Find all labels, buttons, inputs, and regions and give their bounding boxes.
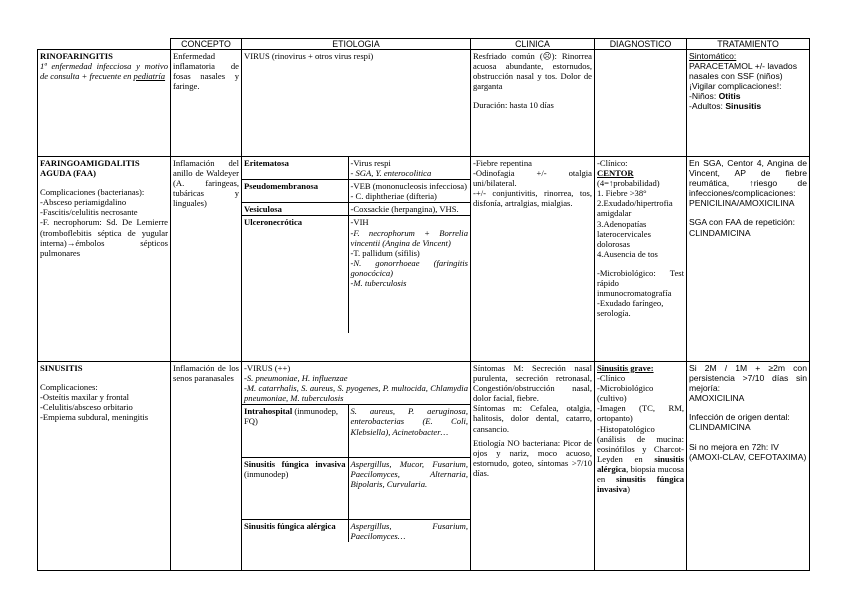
- sinus-etio-type-bold: Intrahospital: [244, 406, 293, 417]
- sinus-etio-row: [242, 519, 470, 542]
- faa-dx-exudado: -Exudado faríngeo, serología.: [597, 298, 664, 319]
- faa-comp-1: -Absceso periamigdalino: [40, 197, 127, 208]
- sinus-etio-type-note: (inmunodep): [244, 468, 289, 479]
- faa-tx-drug: PENICILINA/AMOXICILINA: [689, 198, 795, 209]
- sinus-etio-type-note: (inmunodep, FQ): [244, 406, 339, 427]
- sinus-dx-grave: Sinusitis grave:: [597, 363, 654, 373]
- rino-tx-adultos-label: -Adultos:: [689, 101, 726, 112]
- sinus-tx-iv-drugs: (AMOXI-CLAV, CEFOTAXIMA): [689, 451, 807, 462]
- rino-concepto: Enfermedad inflamatoria de fosas nasales y faringe.: [171, 50, 242, 157]
- header-blank: [38, 39, 171, 50]
- header-clinica: CLINICA: [471, 39, 595, 50]
- header-row: [38, 39, 810, 50]
- sinus-dx-close: ): [627, 484, 630, 495]
- rino-subtitle-text: 1ª enfermedad infecciosa y motivo de consulta + frecuente en: [40, 61, 168, 82]
- sinus-dx-alergica: sinusitis alérgica: [597, 453, 684, 474]
- faa-tx-criteria: En SGA, Centor 4, Angina de Vincent, AP de fiebre reumática, ↑riesgo de infecciones/complicaciones:: [689, 158, 807, 199]
- faa-comp-2: -Fascitis/celulitis necrosante: [40, 207, 138, 218]
- faa-etio-agents: [348, 216, 470, 333]
- sinus-clinica-nonbact: Etiología NO bacteriana: Picor de ojos y nariz, moco acuoso, estornudo, goteo, síntomas >7/10 días.: [473, 437, 592, 478]
- faa-etio-table: [242, 157, 470, 333]
- faa-etio-agent: -T. pallidum (sífilis): [350, 247, 420, 258]
- rino-tx-ninos-label: -Niños:: [689, 91, 719, 102]
- sinus-etio-general: [242, 362, 470, 405]
- sinus-etio-row: [242, 405, 470, 457]
- faa-etio-agent: -VIH: [350, 217, 369, 228]
- sinus-comp-title: Complicaciones:: [40, 382, 98, 393]
- faa-etio-agents: [348, 180, 470, 203]
- rino-title: RINOFARINGITIS: [40, 51, 113, 61]
- faa-etio-agent: - SGA, Y. enterocolitica: [350, 168, 432, 179]
- faa-etio-agent: -N. gonorrhoeae (faringitis gonocócica): [350, 257, 468, 278]
- faa-dx-clinico: -Clínico:: [597, 158, 628, 168]
- header-etiologia: ETIOLOGIA: [242, 39, 471, 50]
- rino-clinica: [471, 50, 595, 157]
- sinus-tratamiento: [687, 362, 810, 571]
- sinus-comp-3: -Empiema subdural, meningitis: [40, 412, 149, 423]
- sinus-dx-invasiva: sinusitis fúngica invasiva: [597, 474, 684, 495]
- faa-etio-agent: -Coxsackie (herpangina), VHS.: [350, 204, 459, 215]
- rino-tx-adultos: [689, 101, 807, 111]
- rino-subtitle: [40, 61, 168, 81]
- sinus-concepto: Inflamación de los senos paranasales: [171, 362, 242, 571]
- faa-etio-type: Ulceronecrótica: [242, 216, 348, 333]
- sinus-clinica: [471, 362, 595, 571]
- faa-etio-row: [242, 180, 470, 203]
- summary-table: [37, 38, 810, 571]
- faa-etiologia: [242, 157, 471, 362]
- rino-tx-ninos: [689, 91, 807, 101]
- sinus-etio-type: [242, 519, 348, 542]
- row-rinofaringitis: [38, 50, 810, 157]
- faa-clinica-line: -+/- conjuntivitis, rinorrea, tos, disfonía, artralgias, mialgias.: [473, 188, 592, 209]
- sinus-etio-virus: -VIRUS (++): [244, 363, 291, 373]
- sinus-tx-dental: Infección de origen dental:: [689, 412, 790, 423]
- faa-diagnostico: [595, 157, 687, 362]
- rino-tratamiento: [687, 50, 810, 157]
- rino-tx-vigilar: ¡Vigilar complicaciones!:: [689, 81, 782, 92]
- faa-dx-centor-sub: (4=↑probabilidad): [597, 178, 660, 189]
- sinus-comp-2: -Celulitis/absceso orbitario: [40, 402, 133, 413]
- sinus-etio-agents: Aspergillus, Mucor, Fusarium, Paecilomyces, Alternaria, Bipolaris, Curvularia.: [348, 457, 470, 519]
- sinus-title: SINUSITIS: [40, 363, 83, 373]
- sinus-dx-histo-text: -Histopatológico (análisis de mucina: eosinófilos y Charcot-Leyden en: [597, 423, 684, 464]
- rino-subtitle-underlined: pediatría: [133, 71, 166, 82]
- faa-comp-3: -F. necrophorum: Sd. De Lemierre (tromboflebitis séptica de yugular interna)→émbolos sépticos pulmonares: [40, 217, 168, 258]
- faa-tratamiento: [687, 157, 810, 362]
- sinus-tx-dental-drug: CLINDAMICINA: [689, 422, 751, 433]
- sinus-etio-agents: Aspergillus, Fusarium, Paecilomyces…: [350, 520, 468, 541]
- faa-clinica: [471, 157, 595, 362]
- faa-etio-row: [242, 216, 470, 333]
- faa-comp-title: Complicaciones (bacterianas):: [40, 187, 145, 198]
- faa-etio-row: [242, 203, 470, 216]
- sinus-etio-bact: -S. pneumoniae, H. influenzae: [244, 373, 348, 384]
- sinus-tx-criteria: Si 2M / 1M + ≥2m con persistencia >7/10 días sin mejoría:: [689, 363, 807, 394]
- rino-diagnostico: [595, 50, 687, 157]
- sinus-tx-iv: Si no mejora en 72h: IV: [689, 441, 779, 452]
- faa-etio-type: Pseudomembranosa: [242, 180, 348, 203]
- header-concepto: CONCEPTO: [171, 39, 242, 50]
- faa-dx-item: 1. Fiebre >38°: [597, 188, 647, 199]
- sinus-name-cell: [38, 362, 171, 571]
- sinus-dx-item: -Imagen (TC, RM, ortopanto): [597, 403, 684, 424]
- faa-dx-item: 3.Adenopatías laterocervicales dolorosas: [597, 218, 651, 249]
- rino-name-cell: [38, 50, 171, 157]
- sinus-etiologia: [242, 362, 471, 571]
- sinus-etio-type-bold: Sinusitis fúngica invasiva: [244, 458, 346, 469]
- rino-duracion: Duración: hasta 10 días: [473, 100, 554, 111]
- faa-clinica-line: -Odinofagia +/- otalgia uni/bilateral.: [473, 168, 592, 189]
- faa-etio-agent: -M. tuberculosis: [350, 278, 407, 289]
- sinus-tx-drug: AMOXICILINA: [689, 393, 745, 404]
- header-tratamiento: TRATAMIENTO: [687, 39, 810, 50]
- faa-dx-item: 4.Ausencia de tos: [597, 248, 658, 259]
- sinus-comp-1: -Osteítis maxilar y frontal: [40, 392, 130, 403]
- sinus-etio-row: [242, 457, 470, 519]
- rino-tx-ninos-value: Otitis: [718, 91, 741, 102]
- faa-etio-agents: [348, 203, 470, 216]
- row-faa: [38, 157, 810, 362]
- sinus-dx-item: -Microbiológico (cultivo): [597, 383, 654, 404]
- row-sinusitis: [38, 362, 810, 571]
- faa-etio-agent: -Virus respi: [350, 158, 391, 168]
- faa-title: FARINGOAMIGDALITIS AGUDA (FAA): [40, 158, 140, 179]
- sinus-dx-biopsia: , biopsia mucosa en: [597, 463, 684, 485]
- sinus-etio-bact: -M. catarrhalis, S. aureus, S. pyogenes, P. multocida, Chlamydia pneumoniae, M. tuberculosis: [244, 383, 468, 404]
- sinus-diagnostico: [595, 362, 687, 571]
- header-diagnostico: DIAGNOSTICO: [595, 39, 687, 50]
- sinus-etio-type: [242, 457, 348, 519]
- sinus-clinica-major: Síntomas M: Secreción nasal purulenta, secreción retronasal, Congestión/obstrucción nasal, dolor facial, fiebre.: [473, 363, 592, 404]
- sinus-dx-histo: [597, 424, 684, 495]
- faa-etio-agent: -F. necrophorum + Borrelia vincentii (Angina de Vincent): [350, 227, 468, 248]
- rino-tx-body: PARACETAMOL +/- lavados nasales con SSF (niños): [689, 61, 798, 82]
- faa-etio-row: [242, 157, 470, 180]
- rino-tx-adultos-value: Sinusitis: [725, 101, 762, 112]
- faa-etio-agent: -VEB (mononucleosis infecciosa): [350, 181, 467, 192]
- sinus-dx-item: -Clínico: [597, 373, 626, 384]
- rino-tx-title: Sintomático:: [689, 51, 737, 61]
- faa-name-cell: [38, 157, 171, 362]
- rino-etiologia: VIRUS (rinovirus + otros virus respi): [242, 50, 471, 157]
- sinus-clinica-minor: Síntomas m: Cefalea, otalgia, halitosis, dolor dental, catarro, cansancio.: [473, 403, 592, 434]
- faa-etio-agents: [348, 157, 470, 180]
- sinus-etio-type-bold: Sinusitis fúngica alérgica: [244, 520, 336, 531]
- faa-dx-centor: CENTOR: [597, 168, 634, 179]
- faa-concepto: Inflamación del anillo de Waldeyer (A. faringeas, tubáricas y linguales): [171, 157, 242, 362]
- faa-tx-criteria-2: SGA con FAA de repetición:: [689, 217, 796, 228]
- sinus-etio-agents: S. aureus, P. aeruginosa, enterobacterias (E. Coli, Klebsiella), Acinetobacter…: [348, 405, 470, 457]
- sinus-etio-type: [242, 405, 348, 457]
- faa-etio-agent: - C. diphtheriae (difteria): [350, 191, 437, 202]
- faa-dx-micro: -Microbiológico: Test rápido inmunocromatografía: [597, 267, 684, 299]
- faa-clinica-line: -Fiebre repentina: [473, 158, 532, 168]
- faa-etio-type: Eritematosa: [242, 157, 348, 180]
- faa-dx-item: 2.Exudado/hipertrofia amigdalar: [597, 198, 673, 219]
- rino-clinica-text: Resfriado común (☹): Rinorrea acuosa abundante, estornudos, obstrucción nasal y tos. Dolor de garganta: [473, 51, 592, 92]
- sinus-etio-table: [242, 405, 470, 542]
- faa-etio-type: Vesiculosa: [242, 203, 348, 216]
- faa-tx-drug-2: CLINDAMICINA: [689, 227, 751, 238]
